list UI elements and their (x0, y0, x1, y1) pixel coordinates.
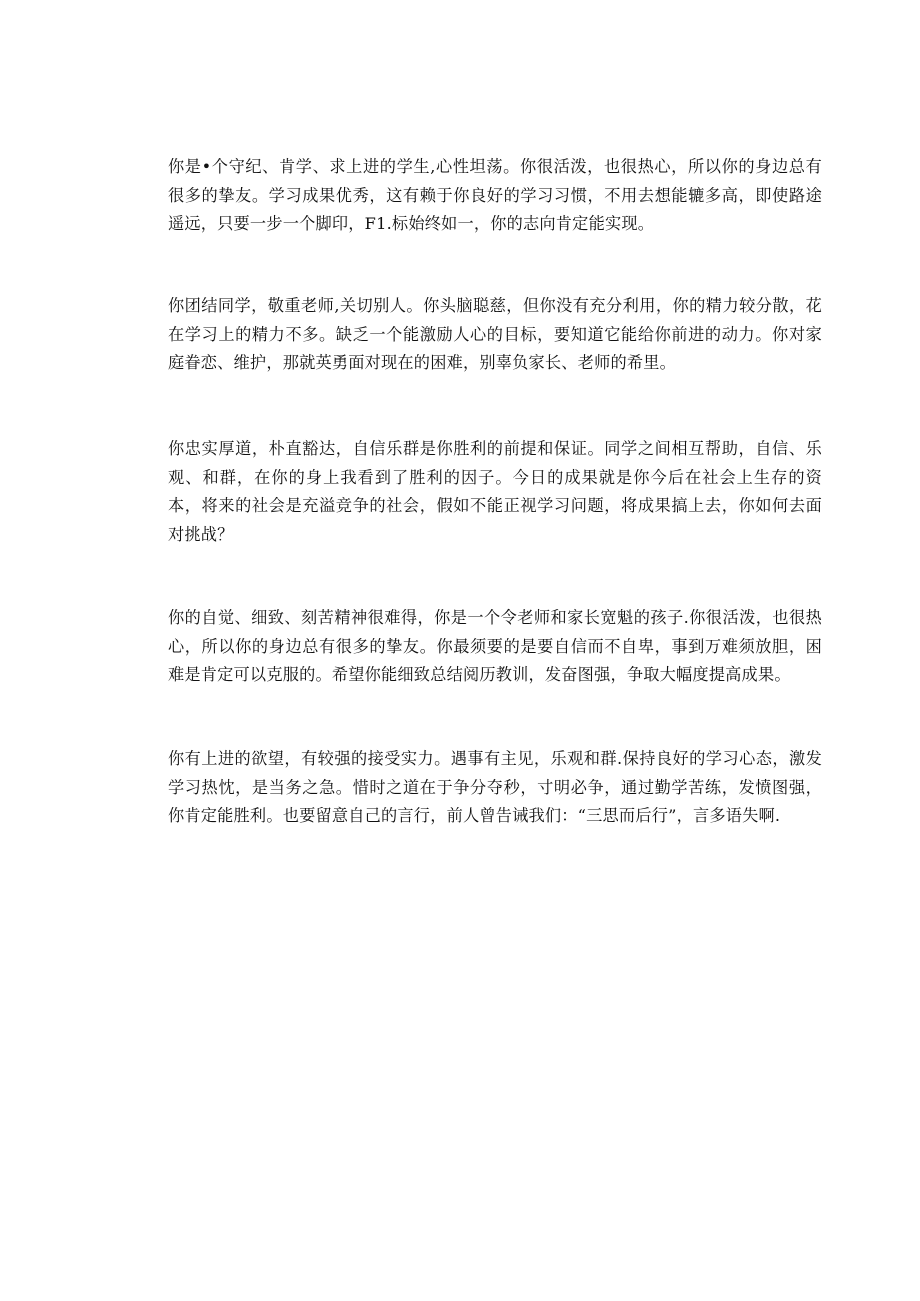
comment-paragraph-3: 你忠实厚道，朴直豁达，自信乐群是你胜利的前提和保证。同学之间相互帮助，自信、乐观、和群，在你的身上我看到了胜利的因子。今日的成果就是你今后在社会上生存的资本，将来的社会是充溢竞争的社会，假如不能正视学习问题，将成果搞上去，你如何去面对挑战？ (168, 439, 822, 544)
comment-paragraph-5: 你有上进的欲望，有较强的接受实力。遇事有主见，乐观和群.保持良好的学习心态，激发学习热忱，是当务之急。惜时之道在于争分夺秒，寸明必争，通过勤学苦练，发愤图强，你肯定能胜利。也要留意自己的言行，前人曾告诫我们：“三思而后行”，言多语失啊. (168, 749, 822, 825)
comment-paragraph-2: 你团结同学，敬重老师,关切别人。你头脑聪慈，但你没有充分利用，你的精力较分散，花在学习上的精力不多。缺乏一个能激励人心的目标，要知道它能给你前进的动力。你对家庭眷恋、维护，那就英勇面对现在的困难，别辜负家长、老师的希里。 (168, 296, 822, 372)
comment-paragraph-4: 你的自觉、细致、刻苦精神很难得，你是一个令老师和家长宽魁的孩子.你很活泼，也很热心，所以你的身边总有很多的挚友。你最须要的是要自信而不自卑，事到万难须放胆，困难是肯定可以克服的。希望你能细致总结阅历教训，发奋图强，争取大幅度提高成果。 (168, 608, 822, 684)
comment-paragraph-1: 你是•个守纪、肯学、求上进的学生,心性坦荡。你很活泼，也很热心，所以你的身边总有很多的挚友。学习成果优秀，这有赖于你良好的学习习惯，不用去想能辘多高，即使路途遥远，只要一步一个脚印，F1.标始终如一，你的志向肯定能实现。 (168, 157, 822, 233)
